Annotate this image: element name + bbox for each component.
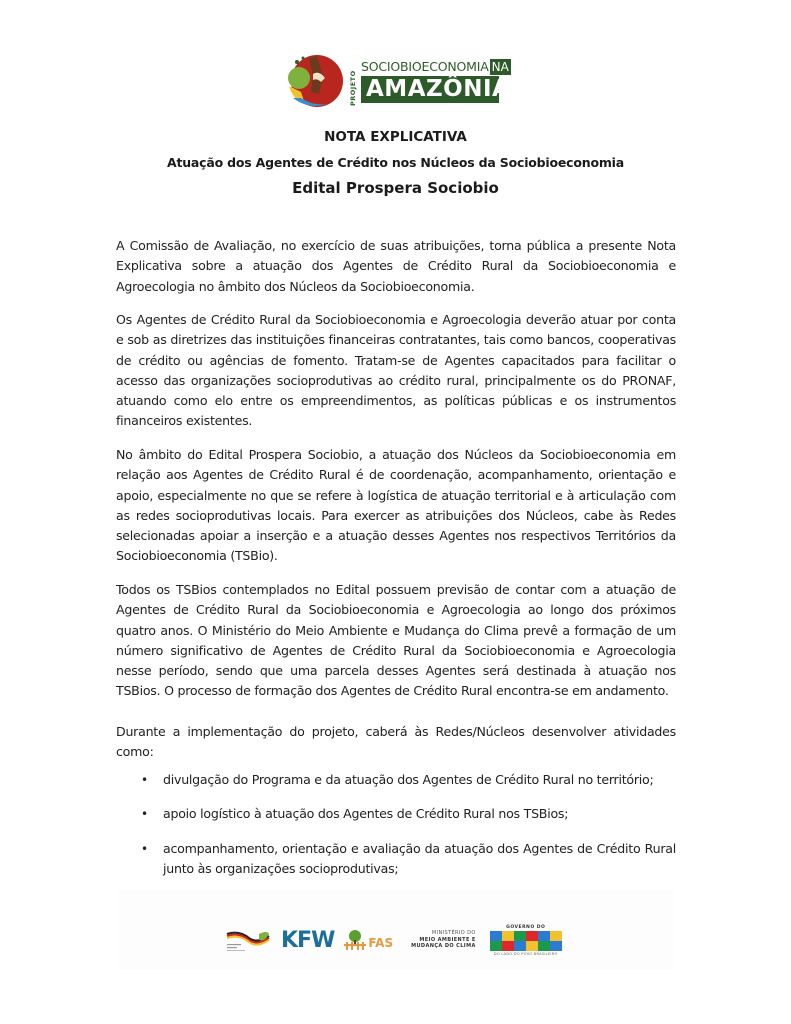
activities-list — [116, 770, 676, 893]
logo-sociobioeconomia: SOCIOBIOECONOMIA — [361, 59, 489, 74]
edital-title: Edital Prospera Sociobio — [292, 179, 499, 197]
gov-bottom-label: DO LADO DO POVO BRASILEIRO — [493, 951, 558, 956]
list-item — [116, 839, 676, 880]
cooperacao-alema-logo — [225, 926, 271, 954]
paragraph-tsbios: Todos os TSBios contemplados no Edital possuem previsão de contar com a atuação de Agentes de Crédito Rural da Sociobioeconomia e Agroecologia ao longo dos próximos quatro anos. O Ministério do Meio Ambiente e Mudança do Clima prevê a formação de um número significativo de Agentes de Crédito Rural da Sociobioeconomia e Agroecologia nesse período, sendo que uma parcela desses Agentes será destinada à atuação nos TSBios. O processo de formação dos Agentes de Crédito Rural encontra-se em andamento. — [116, 582, 676, 699]
bullet-icon: • — [141, 807, 148, 822]
document-subtitle: Atuação dos Agentes de Crédito nos Núcleos da Sociobioeconomia — [166, 155, 624, 170]
bullet-icon: • — [141, 773, 148, 787]
paragraph-nucleos-role: No âmbito do Edital Prospera Sociobio, a atuação dos Núcleos da Sociobioeconomia em relação aos Agentes de Crédito Rural é de coordenação, acompanhamento, orientação e apoio, especialmente no que se refere à logística de atuação territorial e à articulação com as redes socioprodutivas locais. Para exercer as atribuições dos Núcleos, cabe às Redes selecionadas apoiar a inserção e a atuação desses Agentes nos respectivos Territórios da Sociobioeconomia (TSBio). — [116, 447, 676, 564]
list-item-text: acompanhamento, orientação e avaliação da atuação dos Agentes de Crédito Rural junto às organizações socioprodutivas; — [163, 840, 676, 876]
mma-logo: MINISTÉRIO DO MEIO AMBIENTE E MUDANÇA DO CLIMA — [411, 930, 476, 950]
partner-logos — [225, 920, 562, 960]
kfw-logo: KFW — [281, 927, 335, 953]
document-heading: NOTA EXPLICATIVA — [324, 129, 467, 145]
fas-label: FAS — [368, 936, 394, 950]
bullet-icon: • — [141, 841, 148, 856]
paragraph-agents-role: Os Agentes de Crédito Rural da Sociobioeconomia e Agroecologia deverão atuar por conta e sob as diretrizes das instituições financeiras contratantes, tais como bancos, cooperativas de crédito ou agências de fomento. Tratam-se de Agentes capacitados para facilitar o acesso das organizações socioprodutivas ao crédito rural, principalmente os do PRONAF, atuando como elo entre os empreendimentos, as políticas públicas e os instrumentos financeiros existentes. — [116, 312, 676, 429]
logo-na-badge: NA — [491, 59, 509, 74]
governo-do-brasil-logo — [490, 925, 562, 956]
logo-wordmark — [361, 58, 511, 103]
sociobioeconomia-amazonia-logo — [283, 48, 511, 112]
logo-prefix: PROJETO — [349, 70, 357, 106]
tree-icon — [344, 930, 366, 950]
list-item-text: divulgação do Programa e da atuação dos Agentes de Crédito Rural no território; — [163, 772, 654, 787]
list-item — [116, 804, 676, 824]
paragraph-activities-intro: Durante a implementação do projeto, caberá às Redes/Núcleos desenvolver atividades como: — [116, 724, 676, 760]
logo-line1 — [361, 58, 511, 75]
fas-logo — [344, 930, 393, 950]
list-item-text: apoio logístico à atuação dos Agentes de Crédito Rural nos TSBios; — [163, 806, 569, 822]
brasil-wordmark-icon — [490, 931, 562, 951]
list-item — [116, 770, 676, 790]
logo-amazonia: AMAZÔNIA — [361, 76, 499, 103]
project-emblem-icon — [283, 48, 347, 112]
paragraph-intro: A Comissão de Avaliação, no exercício de suas atribuições, torna pública a presente Nota Explicativa sobre a atuação dos Agentes de Crédito Rural da Sociobioeconomia e Agroecologia no âmbito dos Núcleos da Sociobioeconomia. — [116, 238, 676, 294]
gov-top-label: GOVERNO DO — [506, 924, 546, 930]
